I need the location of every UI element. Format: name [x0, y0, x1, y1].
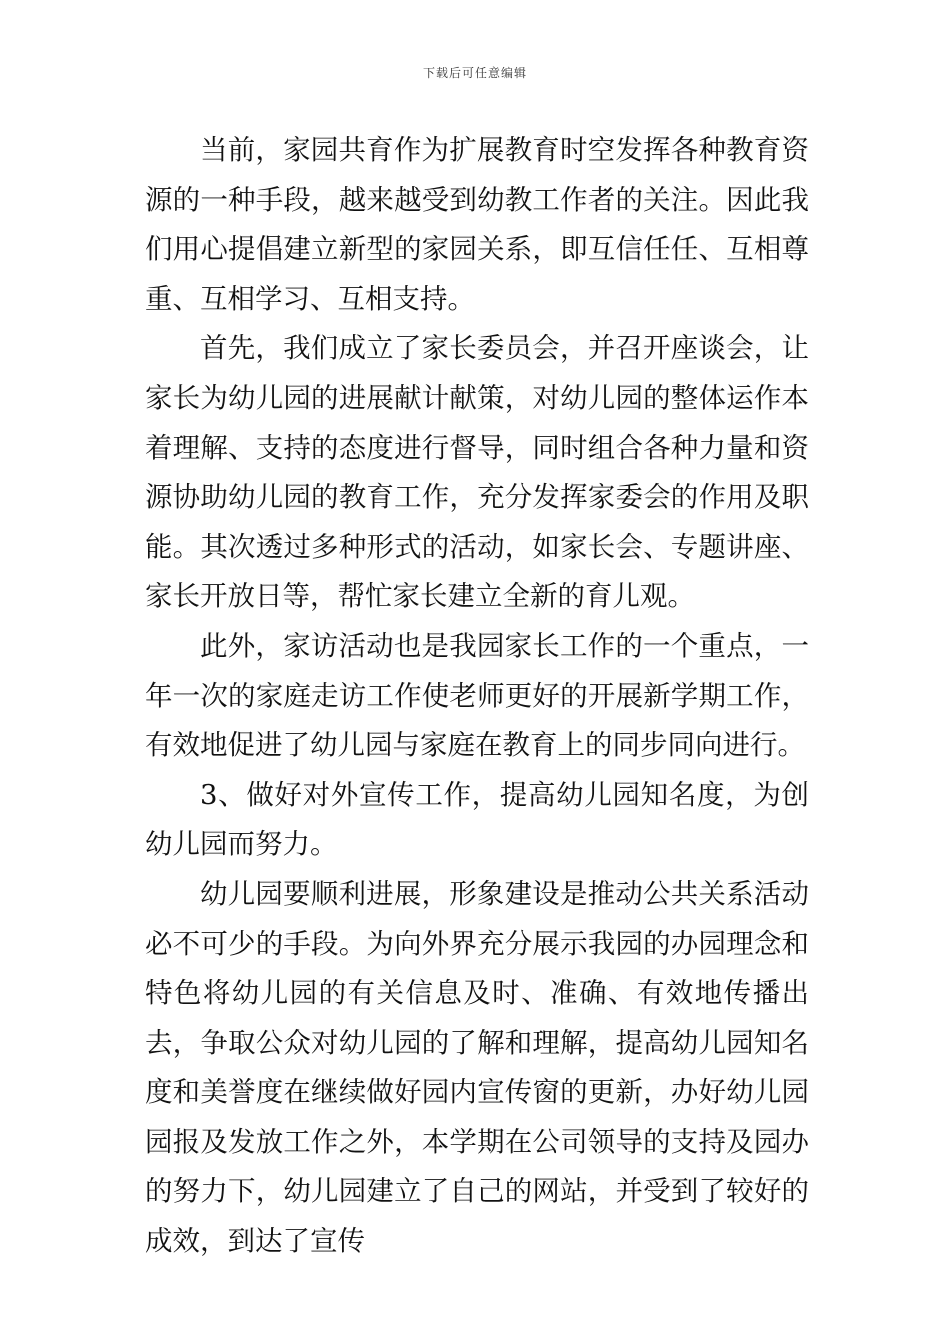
document-body	[145, 126, 809, 1267]
paragraph-image-building: 幼儿园要顺利进展，形象建设是推动公共关系活动必不可少的手段。为向外界充分展示我园的办园理念和特色将幼儿园的有关信息及时、准确、有效地传播出去，争取公众对幼儿园的了解和理解，提高幼儿园知名度和美誉度在继续做好园内宣传窗的更新，办好幼儿园园报及发放工作之外，本学期在公司领导的支持及园办的努力下，幼儿园建立了自己的网站，并受到了较好的成效，到达了宣传	[145, 877, 809, 1258]
paragraph-section-heading-publicity: 3、做好对外宣传工作，提高幼儿园知名度，为创幼儿园而努力。	[145, 778, 809, 861]
page-header: 下载后可任意编辑	[422, 66, 527, 80]
paragraph-home-school-cooperation: 当前，家园共育作为扩展教育时空发挥各种教育资源的一种手段，越来越受到幼教工作者的关注。因此我们用心提倡建立新型的家园关系，即互信任任、互相尊重、互相学习、互相支持。	[145, 134, 809, 315]
paragraph-parent-committee: 首先，我们成立了家长委员会，并召开座谈会，让家长为幼儿园的进展献计献策，对幼儿园的整体运作本着理解、支持的态度进行督导，同时组合各种力量和资源协助幼儿园的教育工作，充分发挥家委会的作用及职能。其次透过多种形式的活动，如家长会、专题讲座、家长开放日等，帮忙家长建立全新的育儿观。	[145, 332, 809, 613]
paragraph-home-visits: 此外，家访活动也是我园家长工作的一个重点，一年一次的家庭走访工作使老师更好的开展新学期工作，有效地促进了幼儿园与家庭在教育上的同步同向进行。	[145, 629, 809, 762]
